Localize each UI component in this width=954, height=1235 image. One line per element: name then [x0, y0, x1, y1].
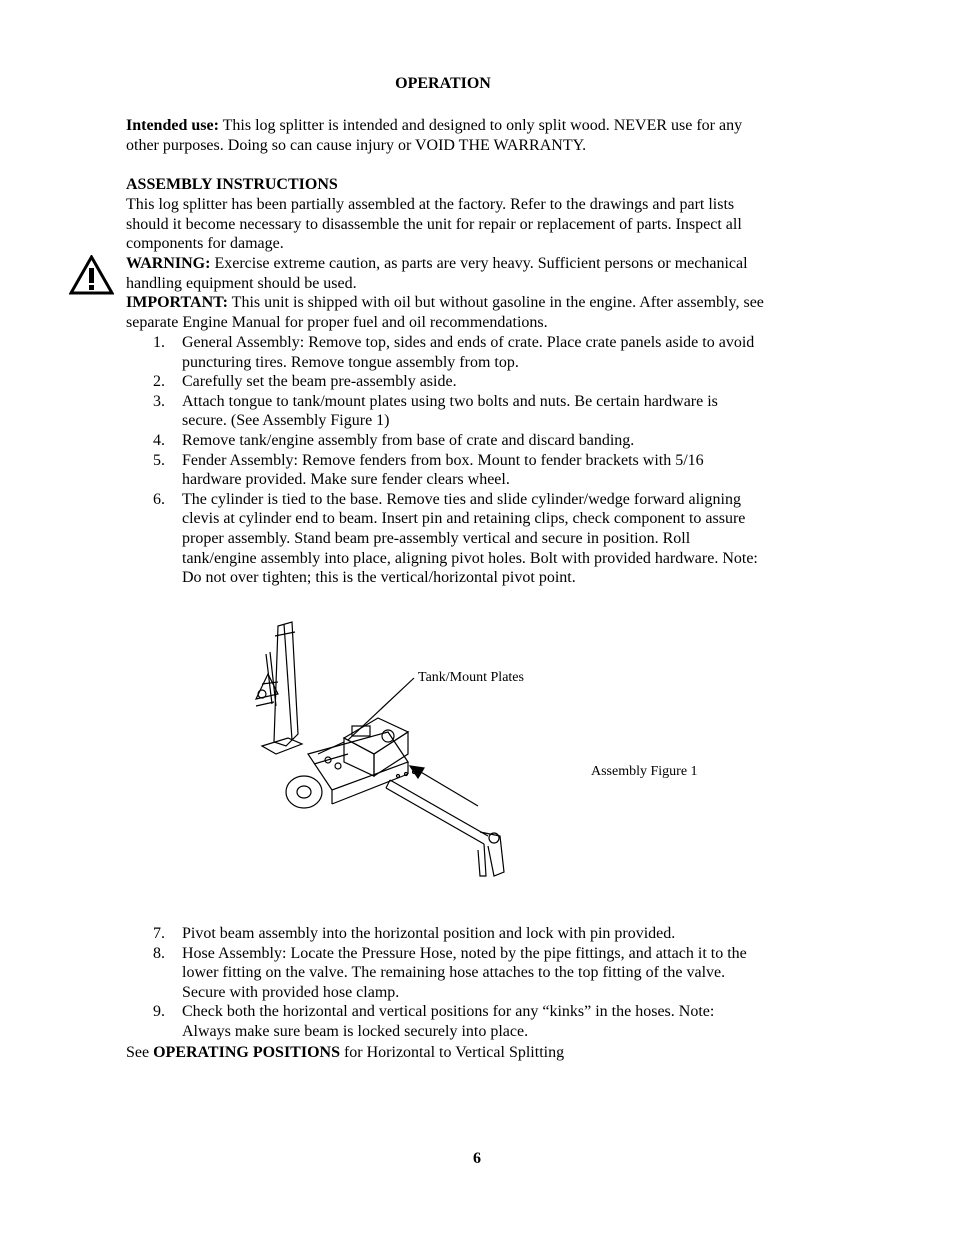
- steps-list-1: [126, 333, 766, 588]
- operating-positions-link-text: OPERATING POSITIONS: [153, 1044, 340, 1061]
- assembly-intro: This log splitter has been partially assembled at the factory. Refer to the drawings and part lists should it become necessary to disassemble the unit for repair or replacement of parts. Inspect all components for damage.: [126, 196, 742, 253]
- assembly-heading: [126, 175, 766, 195]
- list-item: 5. Fender Assembly: Remove fenders from box. Mount to fender brackets with 5/16 hardware provided. Make sure fender clears wheel.: [153, 451, 704, 489]
- important-label: IMPORTANT:: [126, 294, 228, 311]
- list-item: 2. Carefully set the beam pre-assembly aside.: [153, 373, 457, 391]
- list-item: 3. Attach tongue to tank/mount plates using two bolts and nuts. Be certain hardware is secure. (See Assembly Figure 1): [153, 392, 718, 430]
- page-number: 6: [473, 1150, 481, 1167]
- list-item: 9. Check both the horizontal and vertical positions for any “kinks” in the hoses. Note: Always make sure beam is locked securely into place.: [153, 1003, 715, 1040]
- important-text: This unit is shipped with oil but without gasoline in the engine. After assembly, see separate Engine Manual for proper fuel and oil recommendations.: [126, 294, 764, 331]
- steps-list-2: [126, 924, 766, 1042]
- list-item: 7. Pivot beam assembly into the horizontal position and lock with pin provided.: [153, 925, 676, 942]
- warning-paragraph: [126, 254, 766, 293]
- callout-tank-mount-plates: Tank/Mount Plates: [418, 670, 524, 685]
- page-title: OPERATION: [395, 75, 491, 92]
- important-paragraph: [126, 293, 766, 332]
- intended-use-paragraph: [126, 116, 766, 155]
- log-splitter-drawing: [248, 614, 528, 884]
- list-item: 1. General Assembly: Remove top, sides and ends of crate. Place crate panels aside to avoid puncturing tires. Remove tongue assembly from top.: [153, 334, 755, 371]
- list-item: 4. Remove tank/engine assembly from base of crate and discard banding.: [153, 431, 635, 449]
- figure-caption: Assembly Figure 1: [591, 764, 698, 779]
- intended-use-label: Intended use:: [126, 117, 219, 134]
- list-item: 8. Hose Assembly: Locate the Pressure Hose, noted by the pipe fittings, and attach it to the lower fitting on the valve. The remaining hose attaches to the top fitting of the valve. Secure with provided hose clamp.: [153, 944, 747, 1001]
- warning-label: WARNING:: [126, 255, 211, 272]
- warning-text: Exercise extreme caution, as parts are very heavy. Sufficient persons or mechanical handling equipment should be used.: [126, 255, 748, 292]
- warning-triangle-icon: [69, 255, 114, 295]
- assembly-heading-text: ASSEMBLY INSTRUCTIONS: [126, 176, 338, 193]
- list-item: 6. The cylinder is tied to the base. Remove ties and slide cylinder/wedge forward aligning clevis at cylinder end to beam. Insert pin and retaining clips, check component to assure proper assembly. Stand beam pre-assembly vertical and secure in position. Roll tank/engine assembly into place, aligning pivot holes. Bolt with provided hardware. Note: Do not over tighten; this is the vertical/horizontal pivot point.: [153, 490, 758, 587]
- intended-use-text: This log splitter is intended and designed to only split wood. NEVER use for any other purposes. Doing so can cause injury or VOID THE WARRANTY.: [126, 117, 743, 154]
- operating-positions-reference: See OPERATING POSITIONS for Horizontal to Vertical Splitting: [126, 1044, 565, 1061]
